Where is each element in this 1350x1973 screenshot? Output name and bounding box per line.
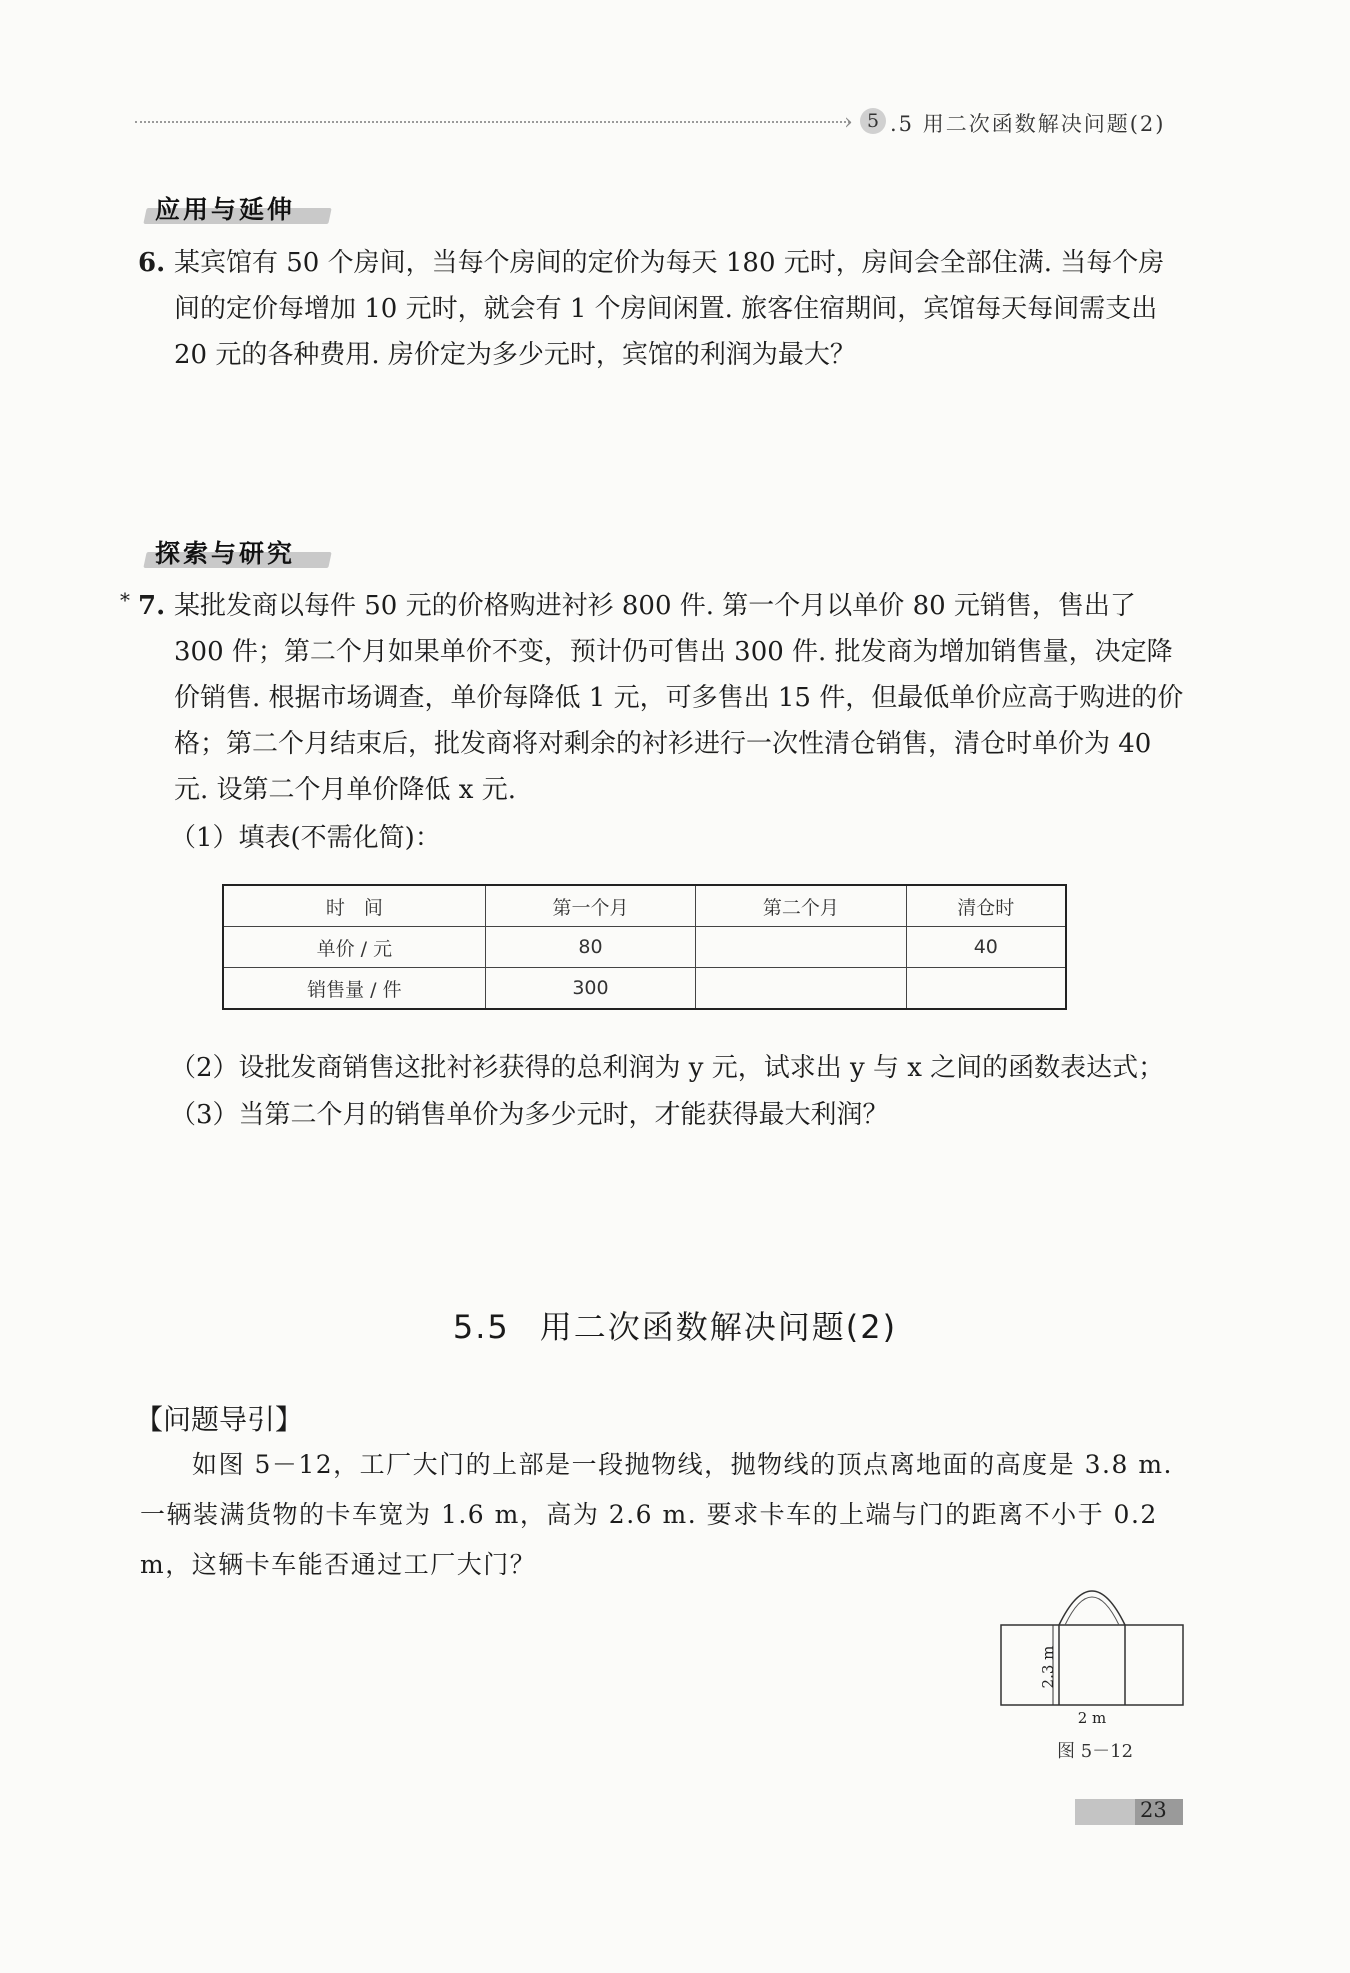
question-1: （1）填表(不需化简)： xyxy=(170,823,441,853)
guide-text: 如图 5－12，工厂大门的上部是一段抛物线，抛物线的顶点离地面的高度是 3.8 m. 一辆装满货物的卡车宽为 1.6 m，高为 2.6 m. 要求卡车的上端与门的距离不小于 0.2 m，这辆卡车能否通过工厂大门？ xyxy=(140,1450,1173,1579)
table-cell: 300 xyxy=(485,968,695,1010)
height-label: 2.3 m xyxy=(1039,1645,1057,1689)
problem-7 xyxy=(120,583,1190,813)
table-header-cell: 时 间 xyxy=(223,885,485,927)
header-section-title: .5 用二次函数解决问题(2) xyxy=(890,112,1166,136)
header-arrow-icon: › xyxy=(844,110,853,135)
sales-table xyxy=(222,884,1067,1010)
problem-6-number: 6. xyxy=(138,248,166,278)
question-3: （3）当第二个月的销售单价为多少元时，才能获得最大利润？ xyxy=(170,1100,889,1130)
section-title-text: 用二次函数解决问题(2) xyxy=(539,1308,898,1346)
guide-paragraph xyxy=(140,1440,1185,1590)
figure-caption: 图 5－12 xyxy=(1057,1741,1134,1762)
problem-6-text: 某宾馆有 50 个房间，当每个房间的定价为每天 180 元时，房间会全部住满. 当每个房间的定价每增加 10 元时，就会有 1 个房间闲置. 旅客住宿期间，宾馆每天每间需支出 20 元的各种费用. 房价定为多少元时，宾馆的利润为最大？ xyxy=(174,248,1165,370)
table-cell: 单价 / 元 xyxy=(223,927,485,968)
factory-gate-figure xyxy=(995,1575,1195,1725)
page-number-bar xyxy=(1075,1799,1183,1825)
gate-arch xyxy=(1059,1591,1125,1705)
header-chapter-circle: 5 xyxy=(860,108,886,134)
section-banner-apply: 应用与延伸 xyxy=(145,186,330,230)
width-label: 2 m xyxy=(1077,1709,1107,1725)
header-dotted-rule xyxy=(135,121,850,123)
table-header-cell: 第一个月 xyxy=(485,885,695,927)
question-2: （2）设批发商销售这批衬衫获得的总利润为 y 元，试求出 y 与 x 之间的函数表达式； xyxy=(170,1053,1165,1083)
table-cell: 销售量 / 件 xyxy=(223,968,485,1010)
table-cell xyxy=(696,968,906,1010)
table-row xyxy=(223,927,1066,968)
table-cell: 80 xyxy=(485,927,695,968)
table-header-cell: 第二个月 xyxy=(696,885,906,927)
table-header-cell: 清仓时 xyxy=(906,885,1066,927)
table-cell xyxy=(696,927,906,968)
optional-star-mark: * xyxy=(120,588,130,612)
guide-label: 【问题导引】 xyxy=(135,1403,304,1436)
page-number: 23 xyxy=(1140,1798,1167,1822)
gate-frame xyxy=(1001,1625,1183,1705)
problem-7-number: 7. xyxy=(138,591,166,621)
table-cell xyxy=(906,968,1066,1010)
problem-6 xyxy=(140,240,1190,378)
section-title xyxy=(0,1302,1350,1348)
table-cell: 40 xyxy=(906,927,1066,968)
section-banner-explore: 探索与研究 xyxy=(145,530,330,574)
table-row xyxy=(223,968,1066,1010)
section-number: 5.5 xyxy=(452,1308,510,1346)
problem-7-text: 某批发商以每件 50 元的价格购进衬衫 800 件. 第一个月以单价 80 元销售，售出了 300 件；第二个月如果单价不变，预计仍可售出 300 件. 批发商为增加销售量，决定降价销售. 根据市场调查，单价每降低 1 元，可多售出 15 件，但最低单价应高于购进的价格；第二个月结束后，批发商将对剩余的衬衫进行一次性清仓销售，清仓时单价为 40 元. 设第二个月单价降低 x 元. xyxy=(174,591,1184,805)
table-header-row xyxy=(223,885,1066,927)
